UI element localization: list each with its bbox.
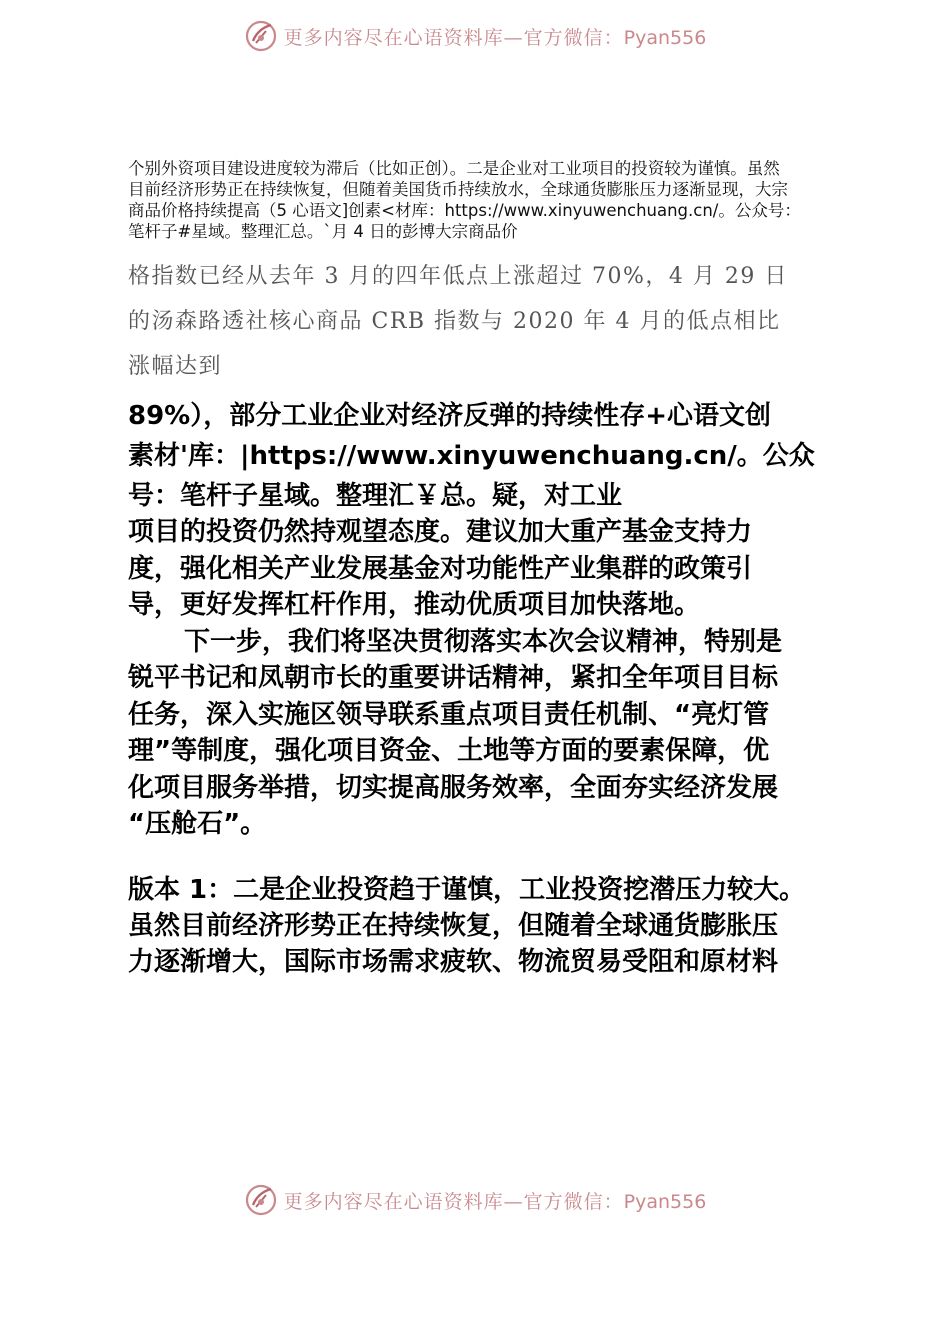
text-line: 格指数已经从去年 3 月的四年低点上涨超过 70%，4 月 29 日	[128, 264, 788, 289]
text-line: 度，强化相关产业发展基金对功能性产业集群的政策引	[128, 553, 753, 584]
text-line: 力逐渐增大，国际市场需求疲软、物流贸易受阻和原材料	[128, 947, 779, 977]
text-line: 商品价格持续提高（5 心语文]创素<材库：https://www.xinyuwenchuang.cn/。公众号：	[128, 201, 801, 220]
text-line: 号：笔杆子星域。整理汇￥总。疑，对工业	[128, 481, 623, 511]
text-line: 化项目服务举措，切实提高服务效率，全面夯实经济发展	[128, 772, 779, 803]
text-line: “压舱石”。	[128, 809, 267, 839]
text-line: 的汤森路透社核心商品 CRB 指数与 2020 年 4 月的低点相比	[128, 309, 781, 334]
text-line: 素材'库：|https://www.xinyuwenchuang.cn/。公众	[128, 441, 815, 471]
header-watermark	[0, 16, 950, 56]
text-line: 导，更好发挥杠杆作用，推动优质项目加快落地。	[128, 590, 701, 620]
paragraph-bold-2	[128, 514, 840, 843]
text-line: 目前经济形势正在持续恢复，但随着美国货币持续放水，全球通货膨胀压力逐渐显现，大宗	[128, 180, 788, 199]
text-line: 虽然目前经济形势正在持续恢复，但随着全球通货膨胀压	[128, 911, 779, 941]
brand-logo-icon	[244, 19, 278, 53]
text-line: 锐平书记和凤朝市长的重要讲话精神，紧扣全年项目目标	[128, 663, 779, 693]
paragraph-serif	[128, 254, 840, 389]
text-line: 89%），部分工业企业对经济反弹的持续性存+心语文创	[128, 401, 772, 431]
text-line: 理”等制度，强化项目资金、土地等方面的要素保障，优	[128, 736, 770, 766]
text-line: 下一步，我们将坚决贯彻落实本次会议精神，特别是	[184, 626, 783, 657]
paragraph-bold-3	[128, 872, 840, 980]
brand-logo-icon	[244, 1183, 278, 1217]
paragraph-bold-1	[128, 396, 840, 516]
text-line: 版本 1：二是企业投资趋于谨慎，工业投资挖潜压力较大。	[128, 875, 806, 905]
banner-text: 更多内容尽在心语资料库—官方微信：Pyan556	[283, 26, 707, 49]
text-line: 涨幅达到	[128, 354, 223, 379]
paragraph-small	[128, 158, 840, 242]
text-line: 笔杆子#星域。整理汇总。`月 4 日的彭博大宗商品价	[128, 222, 518, 241]
text-line: 个别外资项目建设进度较为滞后（比如正创）。二是企业对工业项目的投资较为谨慎。虽然	[128, 159, 780, 178]
text-line: 任务，深入实施区领导联系重点项目责任机制、“亮灯管	[128, 699, 770, 730]
text-line: 项目的投资仍然持观望态度。建议加大重产基金支持力	[128, 517, 753, 547]
banner-text: 更多内容尽在心语资料库—官方微信：Pyan556	[283, 1190, 707, 1213]
footer-watermark	[0, 1180, 950, 1220]
